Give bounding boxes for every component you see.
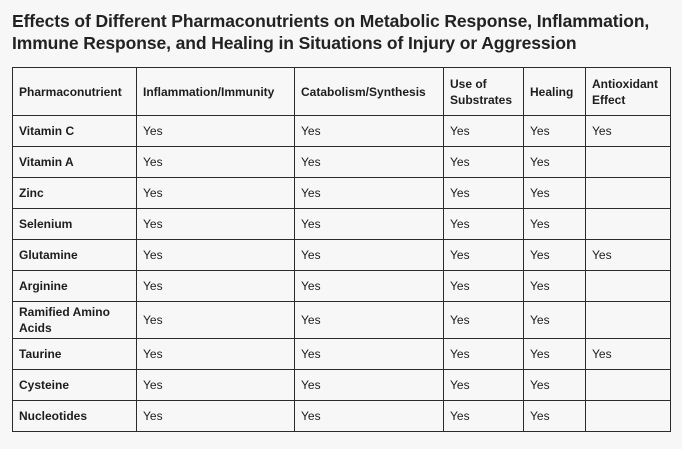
table-row <box>13 271 671 302</box>
table-cell: Yes <box>444 240 524 271</box>
column-header: Antioxidant Effect <box>586 68 671 116</box>
table-cell: Nucleotides <box>13 401 137 432</box>
table-row <box>13 240 671 271</box>
table-cell: Vitamin A <box>13 147 137 178</box>
column-header: Use of Substrates <box>444 68 524 116</box>
table-cell: Yes <box>524 209 586 240</box>
table-row <box>13 401 671 432</box>
table-cell: Zinc <box>13 178 137 209</box>
table-cell: Yes <box>137 209 295 240</box>
table-row <box>13 147 671 178</box>
table-cell: Yes <box>295 209 444 240</box>
column-header: Catabolism/Synthesis <box>295 68 444 116</box>
table-cell: Yes <box>444 370 524 401</box>
table-cell: Yes <box>295 302 444 339</box>
table-cell: Yes <box>524 147 586 178</box>
table-cell: Yes <box>444 116 524 147</box>
table-row <box>13 339 671 370</box>
table-cell <box>586 178 671 209</box>
table-cell: Yes <box>586 116 671 147</box>
table-cell: Yes <box>524 116 586 147</box>
table-cell: Yes <box>137 147 295 178</box>
table-cell <box>586 302 671 339</box>
column-header: Pharmaconutrient <box>13 68 137 116</box>
table-cell: Cysteine <box>13 370 137 401</box>
table-cell: Yes <box>444 178 524 209</box>
table-cell: Ramified Amino Acids <box>13 302 137 339</box>
table-cell: Yes <box>295 147 444 178</box>
table-cell: Vitamin C <box>13 116 137 147</box>
table-cell: Yes <box>137 271 295 302</box>
table-cell: Yes <box>524 401 586 432</box>
table-cell: Yes <box>524 302 586 339</box>
column-header: Inflammation/Immunity <box>137 68 295 116</box>
table-cell: Yes <box>444 401 524 432</box>
table-cell: Yes <box>137 370 295 401</box>
table-cell: Yes <box>295 271 444 302</box>
pharmaconutrient-table <box>12 67 671 432</box>
table-cell: Yes <box>137 302 295 339</box>
table-cell: Yes <box>137 401 295 432</box>
table-cell <box>586 209 671 240</box>
table-cell: Yes <box>137 178 295 209</box>
table-cell: Yes <box>524 240 586 271</box>
table-cell: Yes <box>137 339 295 370</box>
table-cell: Yes <box>295 240 444 271</box>
table-row <box>13 302 671 339</box>
table-cell <box>586 147 671 178</box>
table-cell: Yes <box>444 302 524 339</box>
table-cell: Yes <box>295 339 444 370</box>
table-cell: Yes <box>444 147 524 178</box>
table-cell: Yes <box>524 370 586 401</box>
table-cell: Yes <box>586 339 671 370</box>
table-cell: Yes <box>444 209 524 240</box>
table-cell <box>586 401 671 432</box>
table-cell: Glutamine <box>13 240 137 271</box>
table-cell: Yes <box>295 370 444 401</box>
table-cell <box>586 370 671 401</box>
table-cell: Yes <box>524 339 586 370</box>
table-row <box>13 178 671 209</box>
table-cell: Yes <box>295 401 444 432</box>
table-cell: Yes <box>524 178 586 209</box>
table-cell: Yes <box>524 271 586 302</box>
table-cell: Yes <box>444 271 524 302</box>
table-cell: Yes <box>137 116 295 147</box>
table-cell <box>586 271 671 302</box>
table-cell: Yes <box>444 339 524 370</box>
column-header: Healing <box>524 68 586 116</box>
table-row <box>13 209 671 240</box>
table-header-row <box>13 68 671 116</box>
table-row <box>13 370 671 401</box>
table-cell: Arginine <box>13 271 137 302</box>
table-cell: Yes <box>295 116 444 147</box>
table-cell: Selenium <box>13 209 137 240</box>
document-title: Effects of Different Pharmaconutrients on Metabolic Response, Inflammation, Immune Response, and Healing in Situations of Injury or Aggression <box>12 11 650 53</box>
table-cell: Yes <box>137 240 295 271</box>
table-cell: Yes <box>295 178 444 209</box>
table-cell: Taurine <box>13 339 137 370</box>
table-cell: Yes <box>586 240 671 271</box>
table-row <box>13 116 671 147</box>
